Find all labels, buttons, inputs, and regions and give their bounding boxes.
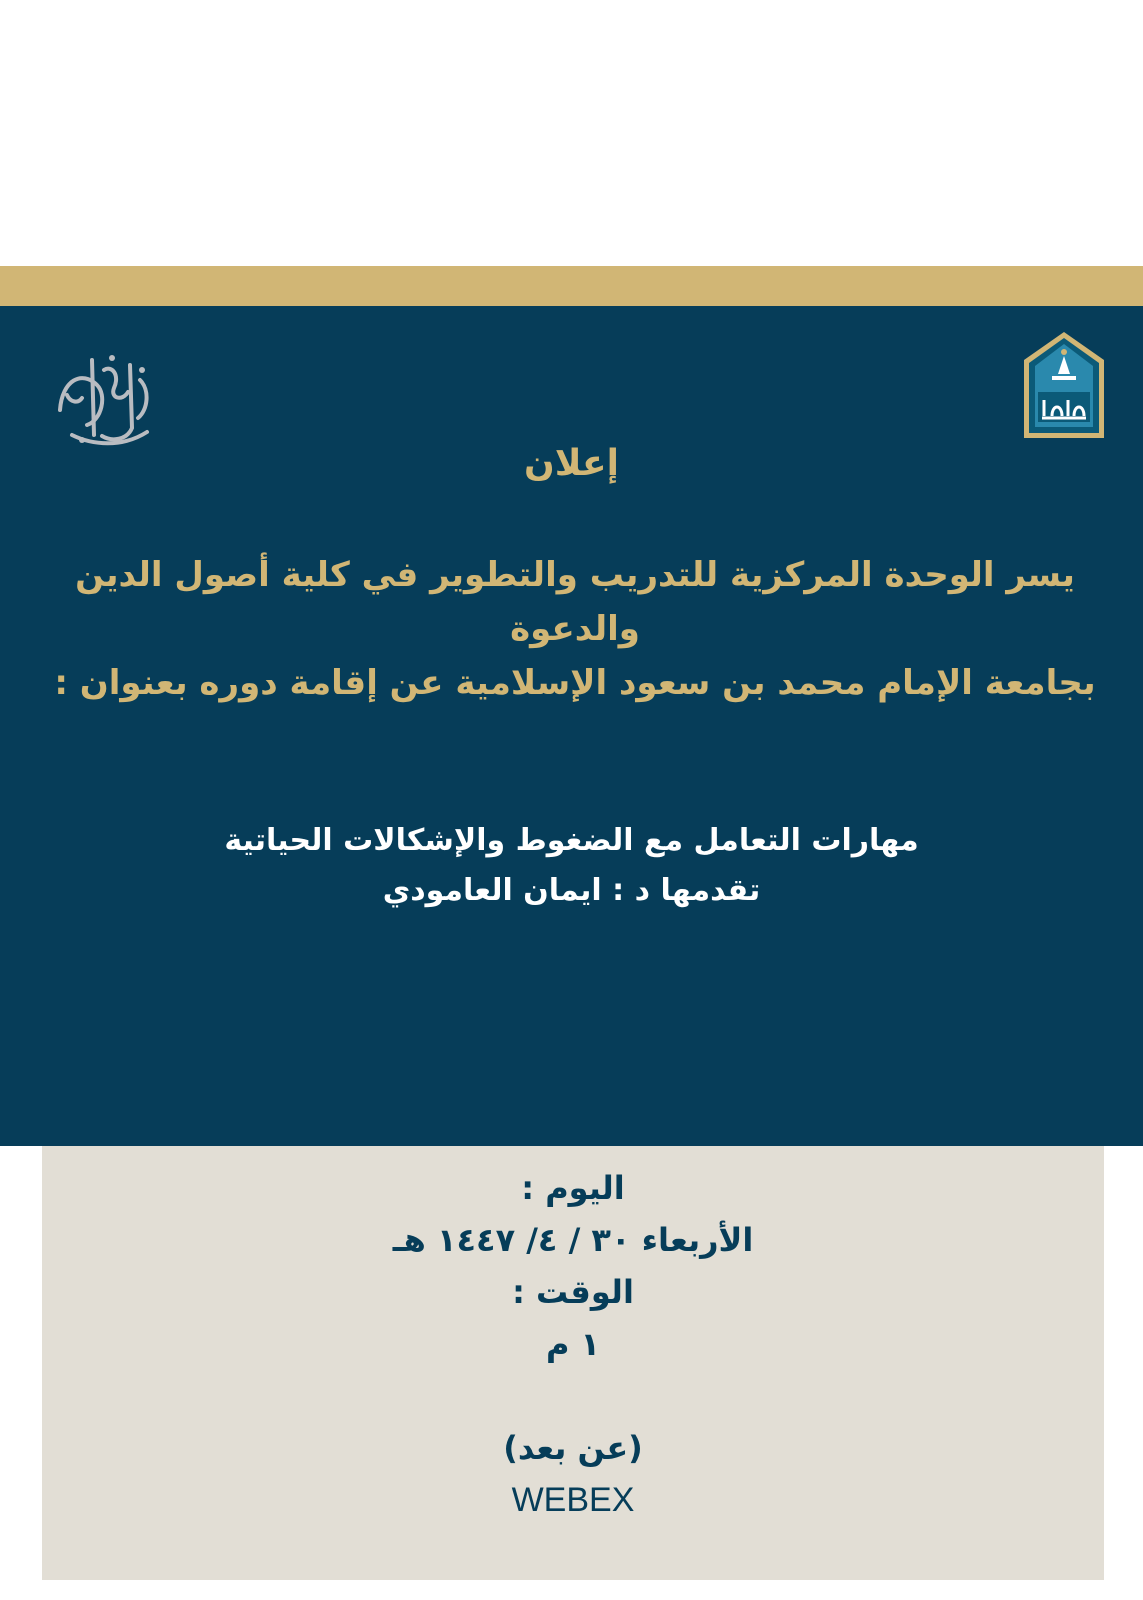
course-title: مهارات التعامل مع الضغوط والإشكالات الحياتية bbox=[224, 823, 919, 858]
navy-announcement-panel bbox=[0, 306, 1143, 1146]
gold-top-band bbox=[0, 266, 1143, 306]
announcement-intro bbox=[30, 548, 1120, 710]
day-value: الأربعاء ٣٠ / ٤/ ١٤٤٧ هـ bbox=[392, 1221, 754, 1259]
intro-line-2: بجامعة الإمام محمد بن سعود الإسلامية عن إقامة دوره بعنوان : bbox=[54, 663, 1096, 703]
course-info bbox=[0, 816, 1143, 916]
event-details bbox=[42, 1162, 1104, 1474]
course-presenter: تقدمها د : ايمان العامودي bbox=[382, 873, 761, 908]
announcement-title: إعلان bbox=[524, 443, 619, 484]
university-emblem-icon bbox=[1022, 330, 1106, 440]
day-label: اليوم : bbox=[521, 1169, 625, 1207]
details-spacer bbox=[42, 1370, 1104, 1422]
platform-name: WEBEX bbox=[511, 1481, 635, 1519]
delivery-mode: (عن بعد) bbox=[503, 1429, 643, 1467]
time-value: ١ م bbox=[545, 1325, 601, 1363]
intro-line-1: يسر الوحدة المركزية للتدريب والتطوير في كلية أصول الدين والدعوة bbox=[75, 555, 1075, 649]
time-label: الوقت : bbox=[512, 1273, 634, 1311]
